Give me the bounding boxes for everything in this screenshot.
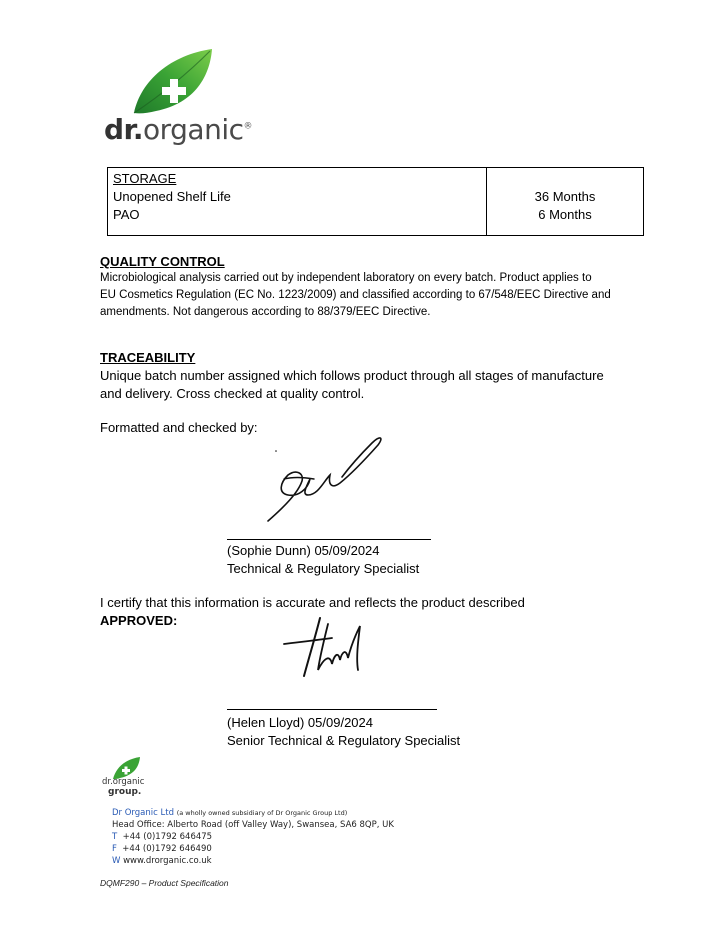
traceability-line: and delivery. Cross checked at quality control. [100, 386, 365, 401]
signature-line-sophie [227, 539, 431, 540]
checked-name-date: (Sophie Dunn) 05/09/2024 [227, 543, 380, 558]
quality-line: amendments. Not dangerous according to 88/379/EEC Directive. [100, 306, 431, 318]
traceability-heading: TRACEABILITY [100, 350, 196, 365]
approval-role: Senior Technical & Regulatory Specialist [227, 733, 461, 748]
leaf-icon [126, 45, 246, 120]
quality-text [100, 270, 640, 321]
signature-line-helen [227, 709, 437, 710]
storage-heading: STORAGE [113, 171, 177, 186]
storage-value-pao: 6 Months [538, 207, 592, 222]
approval-block [100, 594, 660, 630]
storage-labels-cell [108, 168, 487, 236]
storage-table [107, 167, 644, 236]
signature-sophie-dunn [262, 433, 392, 528]
checked-intro: Formatted and checked by: [100, 420, 258, 435]
storage-label-shelf-life: Unopened Shelf Life [113, 189, 231, 204]
approval-name-date: (Helen Lloyd) 05/09/2024 [227, 715, 373, 730]
footer-company-note: (a wholly owned subsidiary of Dr Organic Group Ltd) [176, 809, 348, 817]
approval-signatory [227, 714, 460, 750]
brand-wordmark: dr.organic® [104, 113, 253, 146]
footer-phone-label: T [112, 832, 118, 842]
footer-fax: +44 (0)1792 646490 [122, 844, 212, 854]
traceability-line: Unique batch number assigned which follows product through all stages of manufacture [100, 368, 604, 383]
brand-logo [104, 45, 253, 150]
checked-role: Technical & Regulatory Specialist [227, 561, 420, 576]
group-logo [100, 755, 160, 799]
group-logo-bottom-text: group. [108, 787, 142, 797]
quality-line: Microbiological analysis carried out by independent laboratory on every batch. Product applies to [100, 272, 592, 284]
footer-address: Head Office: Alberto Road (off Valley Way), Swansea, SA6 8QP, UK [112, 820, 394, 830]
group-logo-top-text: dr.organic [102, 777, 145, 787]
storage-value-shelf-life: 36 Months [534, 189, 596, 204]
footer-fax-label: F [112, 844, 117, 854]
quality-heading: QUALITY CONTROL [100, 254, 225, 269]
footer-company: Dr Organic Ltd [112, 808, 174, 818]
traceability-text [100, 367, 640, 403]
document-reference: DQMF290 – Product Specification [100, 878, 229, 888]
quality-line: EU Cosmetics Regulation (EC No. 1223/2009) and classified according to 67/548/EEC Directive and [100, 289, 611, 301]
signature-helen-lloyd [280, 614, 370, 684]
certify-statement: I certify that this information is accurate and reflects the product described [100, 595, 525, 610]
approved-label: APPROVED: [100, 613, 178, 628]
footer-web-label: W [112, 856, 121, 866]
storage-label-pao: PAO [113, 207, 140, 222]
storage-values-cell [487, 168, 644, 236]
footer-phone: +44 (0)1792 646475 [122, 832, 213, 842]
footer-web[interactable]: www.drorganic.co.uk [123, 856, 212, 866]
footer-address-block [112, 807, 512, 867]
checked-signatory [227, 542, 419, 578]
